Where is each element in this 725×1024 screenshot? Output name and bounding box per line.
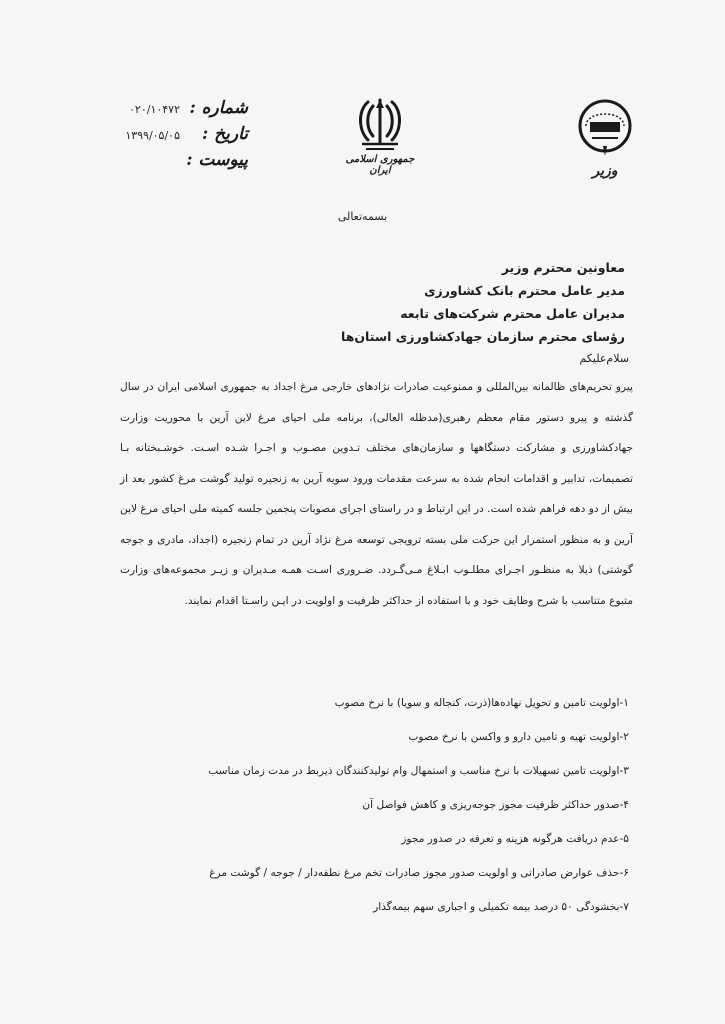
letter-meta: [98, 98, 248, 176]
letter-body: [120, 372, 633, 616]
action-item: ۵-عدم دریافت هرگونه هزینه و تعرفه در صدور مجوز: [401, 833, 629, 845]
action-item: ۳-اولویت تامین تسهیلات با نرخ مناسب و استمهال وام تولیدکنندگان ذیربط در مدت زمان مناسب: [208, 765, 629, 777]
emblem-caption: جمهوری اسلامی ایران: [345, 154, 415, 176]
basmala: بسمه‌تعالی: [337, 210, 388, 223]
greeting: سلام‌علیکم: [579, 352, 629, 365]
body-paragraph: پیرو تحریم‌های ظالمانه بین‌المللی و ممنوعیت صادرات نژادهای خارجی مرغ اجداد به جمهوری اسلامی ایران در سال گذشته و پیرو دستور مقام معظم رهبری(مدظله العالی)، برنامه ملی احیای مرغ لاین آرین با محوریت وزارت جهادکشاورزی و مشارکت دستگاهها و سازمان‌های مختلف تـدوین مصـوب و اجـرا شـده اسـت. خوشـبختانه بـا تصمیمات، تدابیر و اقدامات انجام شده به سرعت مقدمات ورود سویه آرین به زنجیره تولید گوشت مرغ کشور بعد از بیش از دو دهه فراهم شده است. در این ارتباط و در راستای اجرای مصوبات پنجمین جلسه کمیته ملی احیای مرغ لاین آرین و به منظور استمرار این حرکت ملی بسته ترویجی توسعه مرغ نژاد آرین در تمام زنجیره (اجداد، مادری و جوجه گوشتی) ذیلا به منظـور اجـرای مطلـوب ابـلاغ مـی‌گـردد. ضـروری اسـت همـه مـدیران و زیـر مجموعه‌های وزارت متبوع متناسب با شرح وظایف خود و با استفاده از حداکثر ظرفیت و اولویت در ایـن راسـتا اقدام نمایند.: [120, 381, 633, 607]
recipient-line: معاونین محترم وزیر: [501, 260, 625, 275]
action-items: [89, 686, 629, 924]
recipient-line: مدیران عامل محترم شرکت‌های تابعه: [400, 306, 625, 321]
action-item: ۶-حذف عوارض صادراتی و اولویت صدور مجوز صادرات تخم مرغ نطفه‌دار / جوجه / گوشت مرغ: [209, 867, 629, 879]
jahad-logo-icon: [576, 98, 634, 158]
logo-caption: وزیر: [592, 163, 618, 179]
date-row: [98, 124, 248, 150]
action-item: ۴-صدور حداکثر ظرفیت مجوز جوجه‌ریزی و کاهش فواصل آن: [362, 799, 629, 811]
recipient-line: رؤسای محترم سازمان جهادکشاورزی استان‌ها: [341, 329, 625, 344]
iran-emblem: [335, 96, 425, 176]
attachment-label: پیوست :: [186, 150, 248, 170]
ministry-logo: [575, 98, 635, 184]
date-value: ۱۳۹۹/۰۵/۰۵: [125, 129, 180, 142]
action-item: ۲-اولویت تهیه و تامین دارو و واکسن با نرخ مصوب: [408, 731, 629, 743]
action-item: ۷-بخشودگی ۵۰ درصد بیمه تکمیلی و اجباری سهم بیمه‌گذار: [373, 901, 629, 913]
number-value: ۰۲۰/۱۰۴۷۲: [129, 103, 180, 116]
date-label: تاریخ :: [201, 124, 248, 144]
iran-emblem-icon: [354, 96, 406, 152]
number-row: [98, 98, 248, 124]
number-label: شماره :: [189, 98, 248, 118]
recipient-line: مدیر عامل محترم بانک کشاورزی: [424, 283, 625, 298]
recipients: [205, 256, 625, 348]
attachment-row: [98, 150, 248, 176]
action-item: ۱-اولویت تامین و تحویل نهاده‌ها(ذرت، کنجاله و سویا) با نرخ مصوب: [334, 697, 629, 709]
